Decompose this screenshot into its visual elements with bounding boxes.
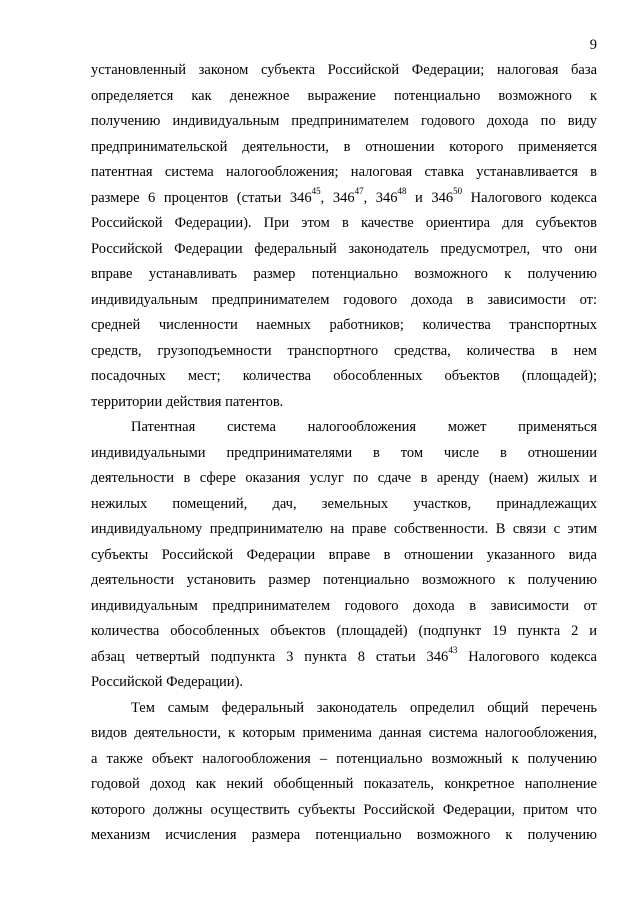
text-run: и 346 bbox=[406, 189, 454, 206]
text-line bbox=[91, 415, 597, 441]
text-line bbox=[91, 543, 597, 569]
text-line bbox=[91, 364, 597, 390]
text-line bbox=[91, 237, 597, 263]
paragraph bbox=[91, 415, 597, 696]
text-run: средств, грузоподъемности транспортного средства, количества в нем bbox=[91, 342, 597, 359]
text-line bbox=[91, 619, 597, 645]
text-run: а также объект налогообложения – потенциально возможный к получению bbox=[91, 750, 597, 767]
text-run: деятельности установить размер потенциально возможного к получению bbox=[91, 572, 597, 588]
text-run: , 346 bbox=[363, 189, 398, 206]
text-run: , 346 bbox=[320, 189, 355, 206]
text-line bbox=[91, 670, 597, 696]
text-line bbox=[91, 492, 597, 518]
text-line bbox=[91, 390, 597, 416]
text-line bbox=[91, 798, 597, 824]
text-run: нежилых помещений, дач, земельных участков, принадлежащих bbox=[91, 495, 597, 512]
text-line bbox=[91, 109, 597, 135]
text-run: получению индивидуальным предпринимателем годового дохода по виду bbox=[91, 113, 597, 129]
paragraph bbox=[91, 696, 597, 849]
text-run: индивидуальному предпринимателю на праве собственности. В связи с этим bbox=[91, 521, 597, 537]
text-line bbox=[91, 466, 597, 492]
text-run: патентная система налогообложения; налоговая ставка устанавливается в bbox=[91, 164, 597, 180]
text-line bbox=[91, 160, 597, 186]
text-run: установленный законом субъекта Российской Федерации; налоговая база bbox=[91, 62, 597, 78]
text-line bbox=[91, 135, 597, 161]
text-run: которого должны осуществить субъекты Российской Федерации, притом что bbox=[91, 801, 597, 818]
text-run: Тем самым федеральный законодатель определил общий перечень bbox=[131, 699, 597, 716]
text-run: количества обособленных объектов (площадей) (подпункт 19 пункта 2 и bbox=[91, 623, 597, 639]
text-run: деятельности в сфере оказания услуг по сдаче в аренду (наем) жилых и bbox=[91, 470, 597, 486]
text-run: размере 6 процентов (статьи 346 bbox=[91, 189, 312, 206]
text-run: вправе устанавливать размер потенциально возможного к получению bbox=[91, 266, 597, 282]
text-line bbox=[91, 262, 597, 288]
text-line bbox=[91, 517, 597, 543]
text-line bbox=[91, 594, 597, 620]
text-line bbox=[91, 211, 597, 237]
text-run: Российской Федерации). При этом в качестве ориентира для субъектов bbox=[91, 215, 597, 231]
text-run: видов деятельности, к которым применима данная система налогообложения, bbox=[91, 725, 597, 741]
text-line bbox=[91, 58, 597, 84]
text-line bbox=[91, 84, 597, 110]
text-run: Патентная система налогообложения может применяться bbox=[131, 419, 597, 435]
text-run: предпринимательской деятельности, в отношении которого применяется bbox=[91, 138, 597, 155]
text-line bbox=[91, 186, 597, 212]
text-line bbox=[91, 772, 597, 798]
text-line bbox=[91, 721, 597, 747]
text-line bbox=[91, 568, 597, 594]
body-text bbox=[91, 58, 597, 849]
text-run: индивидуальными предпринимателями в том числе в отношении bbox=[91, 444, 597, 461]
page-number: 9 bbox=[589, 37, 597, 53]
article-superscript: 50 bbox=[453, 186, 463, 197]
text-run: абзац четвертый подпункта 3 пункта 8 статьи 346 bbox=[91, 648, 449, 665]
text-line bbox=[91, 747, 597, 773]
text-line bbox=[91, 288, 597, 314]
text-run: индивидуальным предпринимателем годового дохода в зависимости от: bbox=[91, 291, 597, 308]
article-superscript: 43 bbox=[448, 645, 458, 656]
text-run: Налогового кодекса bbox=[462, 189, 598, 206]
text-run: индивидуальным предпринимателем годового дохода в зависимости от bbox=[91, 597, 597, 614]
text-run: средней численности наемных работников; количества транспортных bbox=[91, 317, 597, 333]
text-run: Российской Федерации федеральный законодатель предусмотрел, что они bbox=[91, 240, 597, 257]
text-line bbox=[91, 339, 597, 365]
text-line bbox=[91, 441, 597, 467]
text-line bbox=[91, 313, 597, 339]
text-line bbox=[91, 823, 597, 849]
text-run: механизм исчисления размера потенциально возможного к получению bbox=[91, 827, 597, 843]
text-line bbox=[91, 696, 597, 722]
text-line bbox=[91, 645, 597, 671]
text-run: определяется как денежное выражение потенциально возможного к bbox=[91, 87, 597, 104]
article-superscript: 45 bbox=[311, 186, 321, 197]
text-run: годовой доход как некий обобщенный показатель, конкретное наполнение bbox=[91, 776, 597, 792]
text-run: посадочных мест; количества обособленных объектов (площадей); bbox=[91, 368, 597, 384]
article-superscript: 47 bbox=[354, 186, 364, 197]
text-run: Российской Федерации). bbox=[91, 674, 244, 690]
article-superscript: 48 bbox=[397, 186, 407, 197]
text-run: субъекты Российской Федерации вправе в отношении указанного вида bbox=[91, 546, 597, 563]
text-run: Налогового кодекса bbox=[457, 648, 597, 665]
text-run: территории действия патентов. bbox=[91, 393, 284, 410]
paragraph bbox=[91, 58, 597, 415]
